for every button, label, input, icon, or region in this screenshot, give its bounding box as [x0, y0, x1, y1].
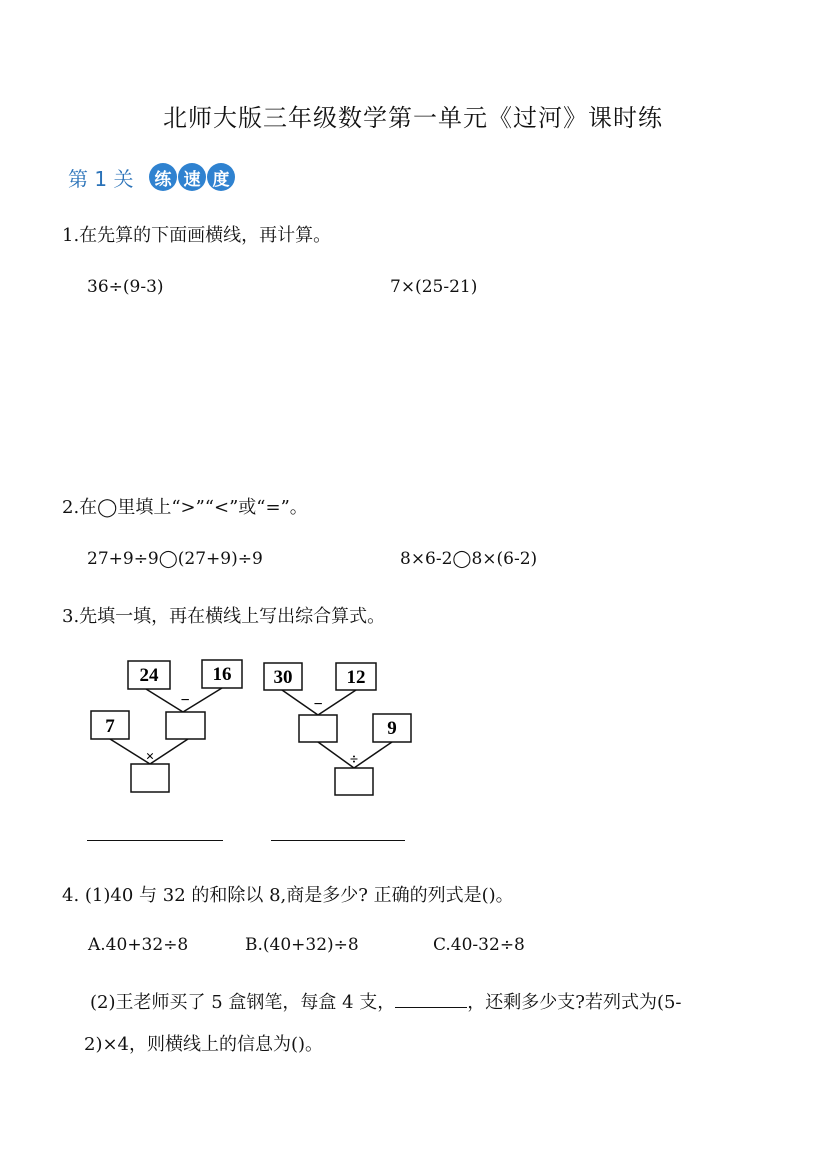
q1-expression-a: 36÷(9-3) [87, 277, 164, 297]
q4-part2-after: ，还剩多少支?若列式为(5- [467, 992, 682, 1013]
q2-expression-a: 27+9÷9◯(27+9)÷9 [87, 549, 263, 569]
answer-line-2[interactable] [271, 840, 405, 841]
tree1-top-right: 16 [212, 664, 232, 685]
tree1-operator-top: − [180, 692, 190, 709]
tree-diagram-2 [260, 658, 420, 807]
q4-option-a: A.40+32÷8 [88, 935, 189, 955]
badge-char: 速 [178, 163, 206, 191]
question-4-part2-line2: 2)×4，则横线上的信息为()。 [84, 1034, 324, 1055]
level-label: 第 1 关 [68, 167, 134, 191]
answer-box[interactable] [335, 768, 373, 795]
badge-char: 度 [207, 163, 235, 191]
question-2-text: 2.在◯里填上“>”“<”或“=”。 [62, 497, 308, 518]
page-title: 北师大版三年级数学第一单元《过河》课时练 [163, 104, 663, 132]
tree1-operator-bottom: × [145, 749, 155, 765]
tree1-side: 7 [105, 716, 115, 737]
answer-box[interactable] [166, 712, 205, 739]
q4-part2-before: (2)王老师买了 5 盒钢笔，每盒 4 支， [90, 992, 396, 1013]
tree2-top-left: 30 [273, 667, 293, 688]
badge-char: 练 [149, 163, 177, 191]
q4-option-b: B.(40+32)÷8 [245, 935, 359, 955]
q2-expression-b: 8×6-2◯8×(6-2) [400, 549, 538, 569]
answer-box[interactable] [131, 764, 169, 792]
question-4-part1: 4. (1)40 与 32 的和除以 8,商是多少? 正确的列式是()。 [62, 885, 514, 906]
tree1-top-left: 24 [139, 665, 159, 686]
q1-expression-b: 7×(25-21) [390, 277, 478, 297]
tree2-side: 9 [387, 718, 397, 739]
level-badges [149, 163, 235, 191]
q4-fill-blank[interactable] [395, 991, 467, 1008]
question-4-part2-line1 [90, 988, 682, 1014]
answer-box[interactable] [299, 715, 337, 742]
question-3-text: 3.先填一填，再在横线上写出综合算式。 [62, 606, 386, 627]
tree2-operator-bottom: ÷ [349, 752, 359, 768]
question-1-text: 1.在先算的下面画横线，再计算。 [62, 225, 332, 246]
tree2-operator-top: − [313, 696, 323, 713]
answer-line-1[interactable] [87, 840, 223, 841]
tree-diagram-1 [88, 655, 248, 804]
tree2-top-right: 12 [346, 667, 366, 688]
q4-option-c: C.40-32÷8 [433, 935, 525, 955]
